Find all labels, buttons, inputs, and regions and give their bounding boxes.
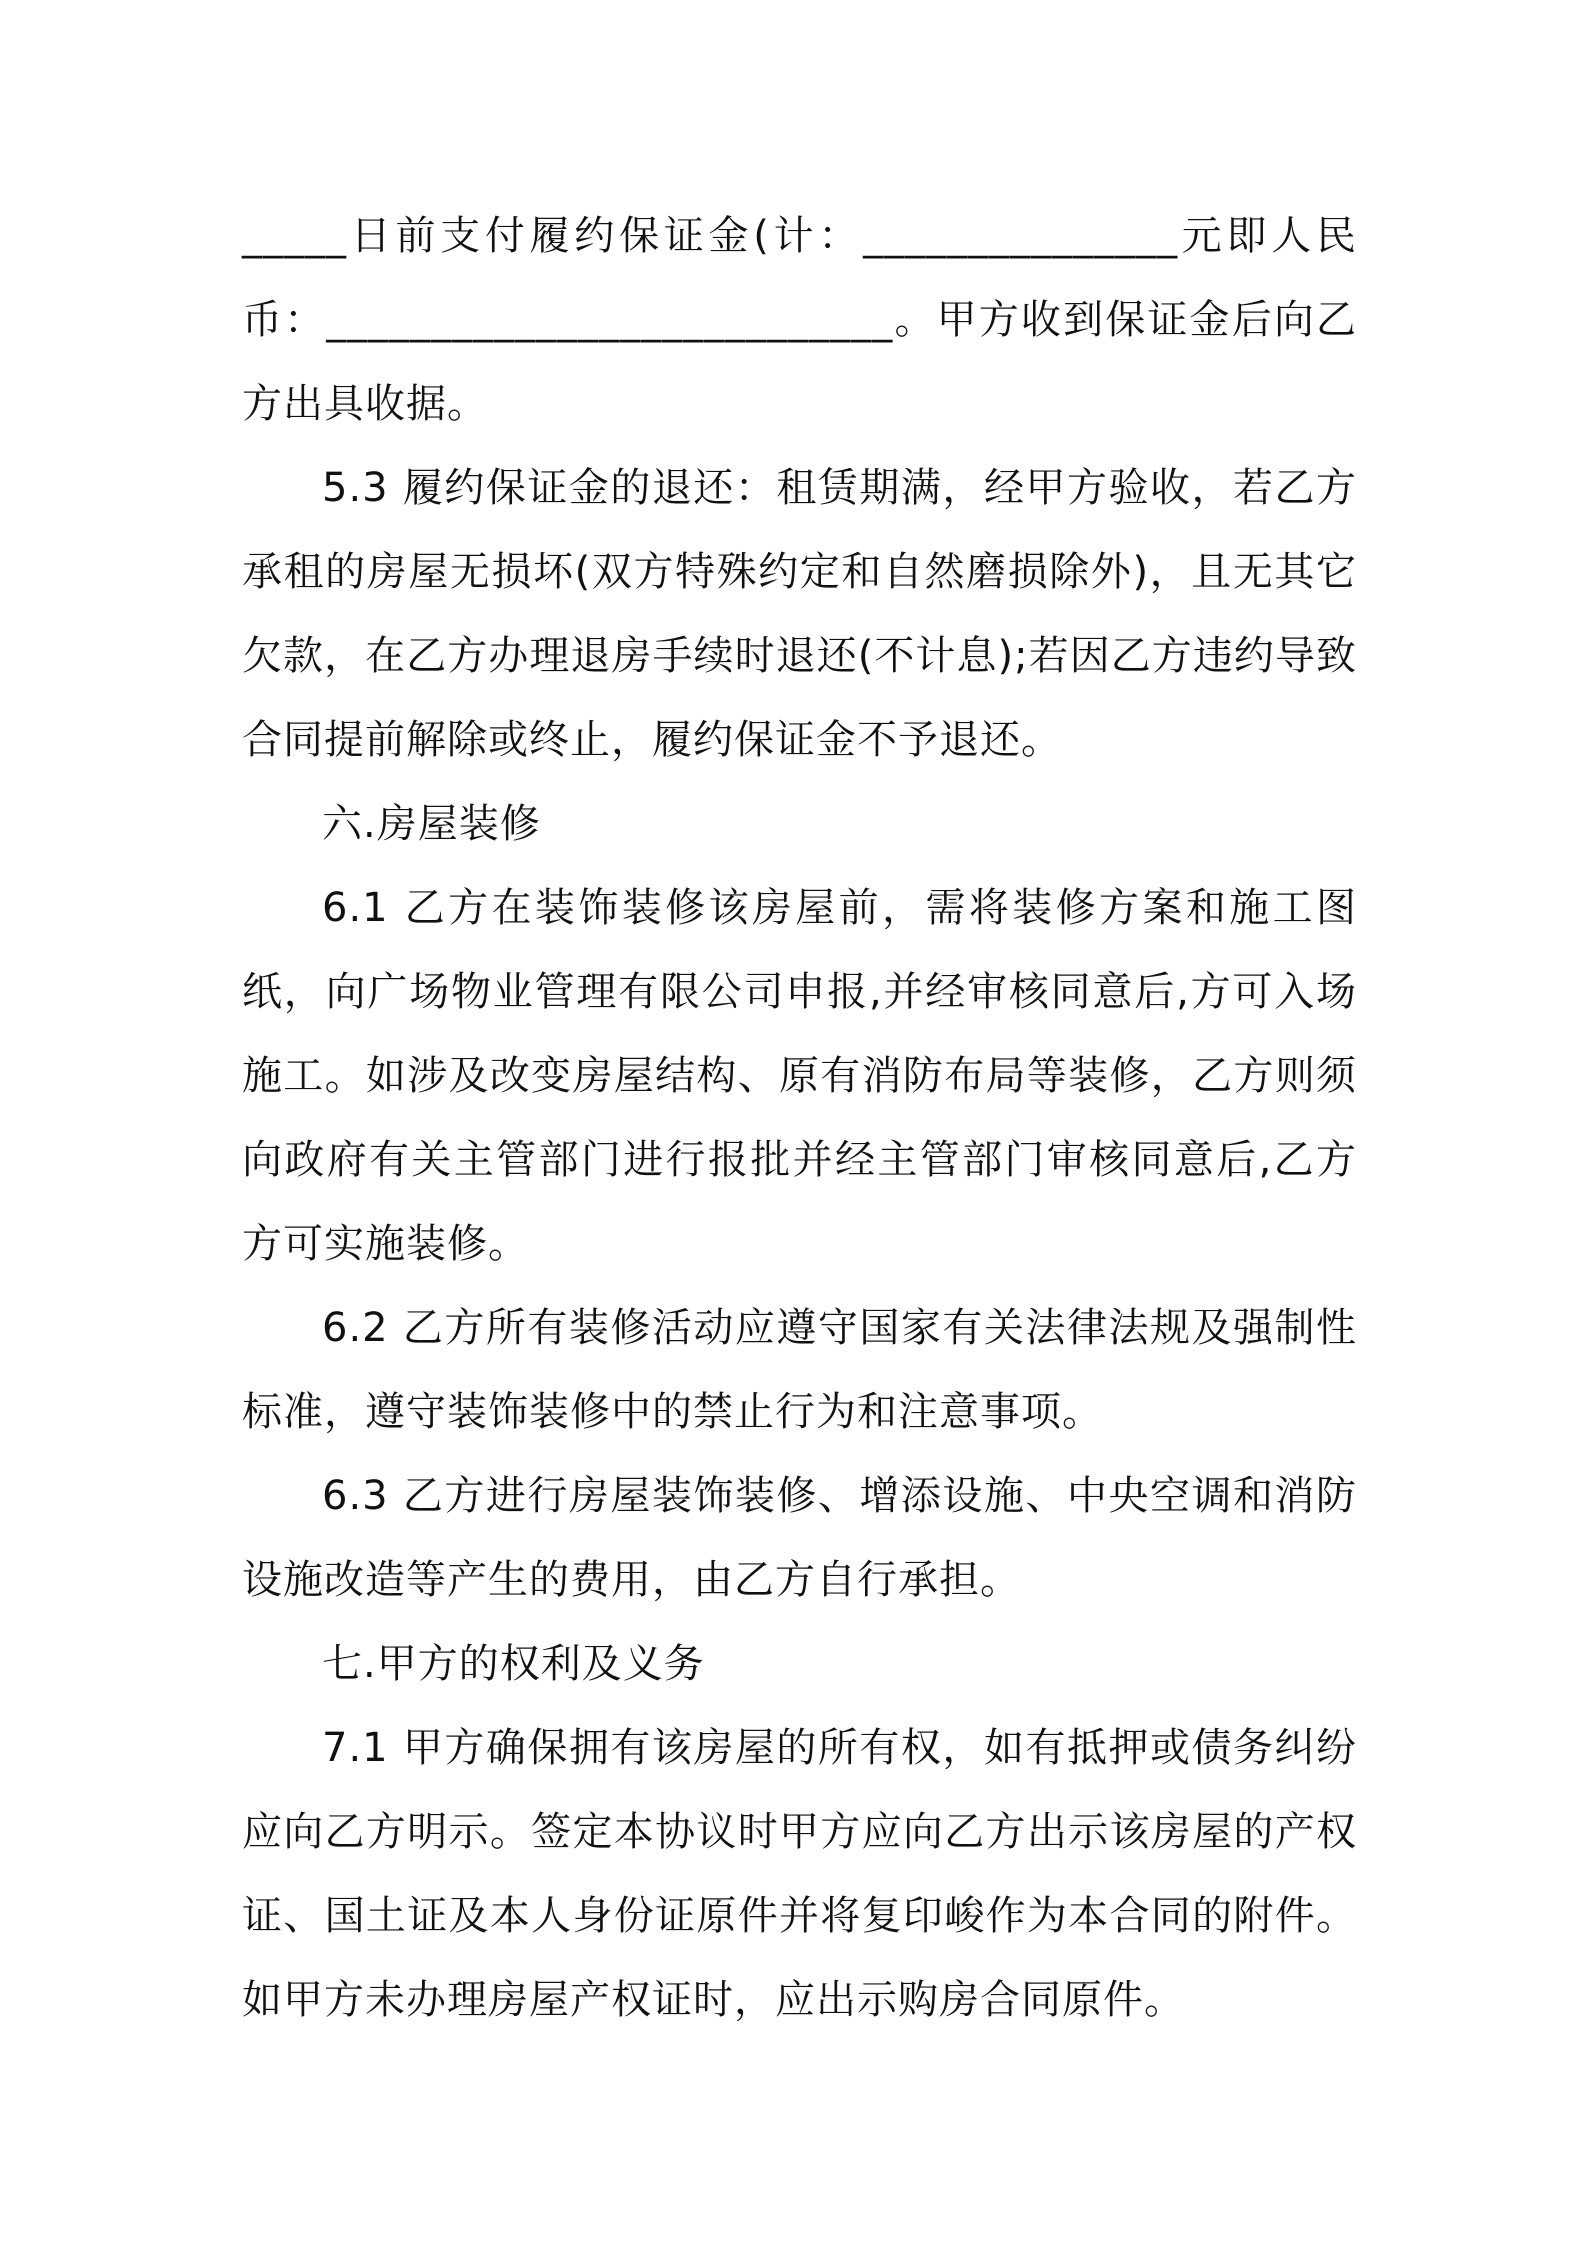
heading-6-renovation: 六.房屋装修 [322,801,541,847]
paragraph-deposit-payment: _____日前支付履约保证金(计：_______________元即人民币：___________________________。甲方收到保证金后向乙方出具收据。 [242,213,1357,427]
paragraph-6-2: 6.2 乙方所有装修活动应遵守国家有关法律法规及强制性标准，遵守装饰装修中的禁止行为和注意事项。 [242,1305,1357,1435]
document-body [242,194,1357,2042]
paragraph-6-3: 6.3 乙方进行房屋装饰装修、增添设施、中央空调和消防设施改造等产生的费用，由乙方自行承担。 [242,1473,1357,1603]
heading-7-landlord-rights: 七.甲方的权利及义务 [322,1641,705,1687]
paragraph-7-1: 7.1 甲方确保拥有该房屋的所有权，如有抵押或债务纠纷应向乙方明示。签定本协议时甲方应向乙方出示该房屋的产权证、国土证及本人身份证原件并将复印峻作为本合同的附件。如甲方未办理房屋产权证时，应出示购房合同原件。 [242,1725,1357,2023]
paragraph-5-3-deposit-refund: 5.3 履约保证金的退还：租赁期满，经甲方验收，若乙方承租的房屋无损坏(双方特殊约定和自然磨损除外)，且无其它欠款，在乙方办理退房手续时退还(不计息);若因乙方违约导致合同提前解除或终止，履约保证金不予退还。 [242,465,1357,763]
paragraph-6-1: 6.1 乙方在装饰装修该房屋前，需将装修方案和施工图纸，向广场物业管理有限公司申报,并经审核同意后,方可入场施工。如涉及改变房屋结构、原有消防布局等装修，乙方则须向政府有关主管部门进行报批并经主管部门审核同意后,乙方方可实施装修。 [242,885,1357,1267]
